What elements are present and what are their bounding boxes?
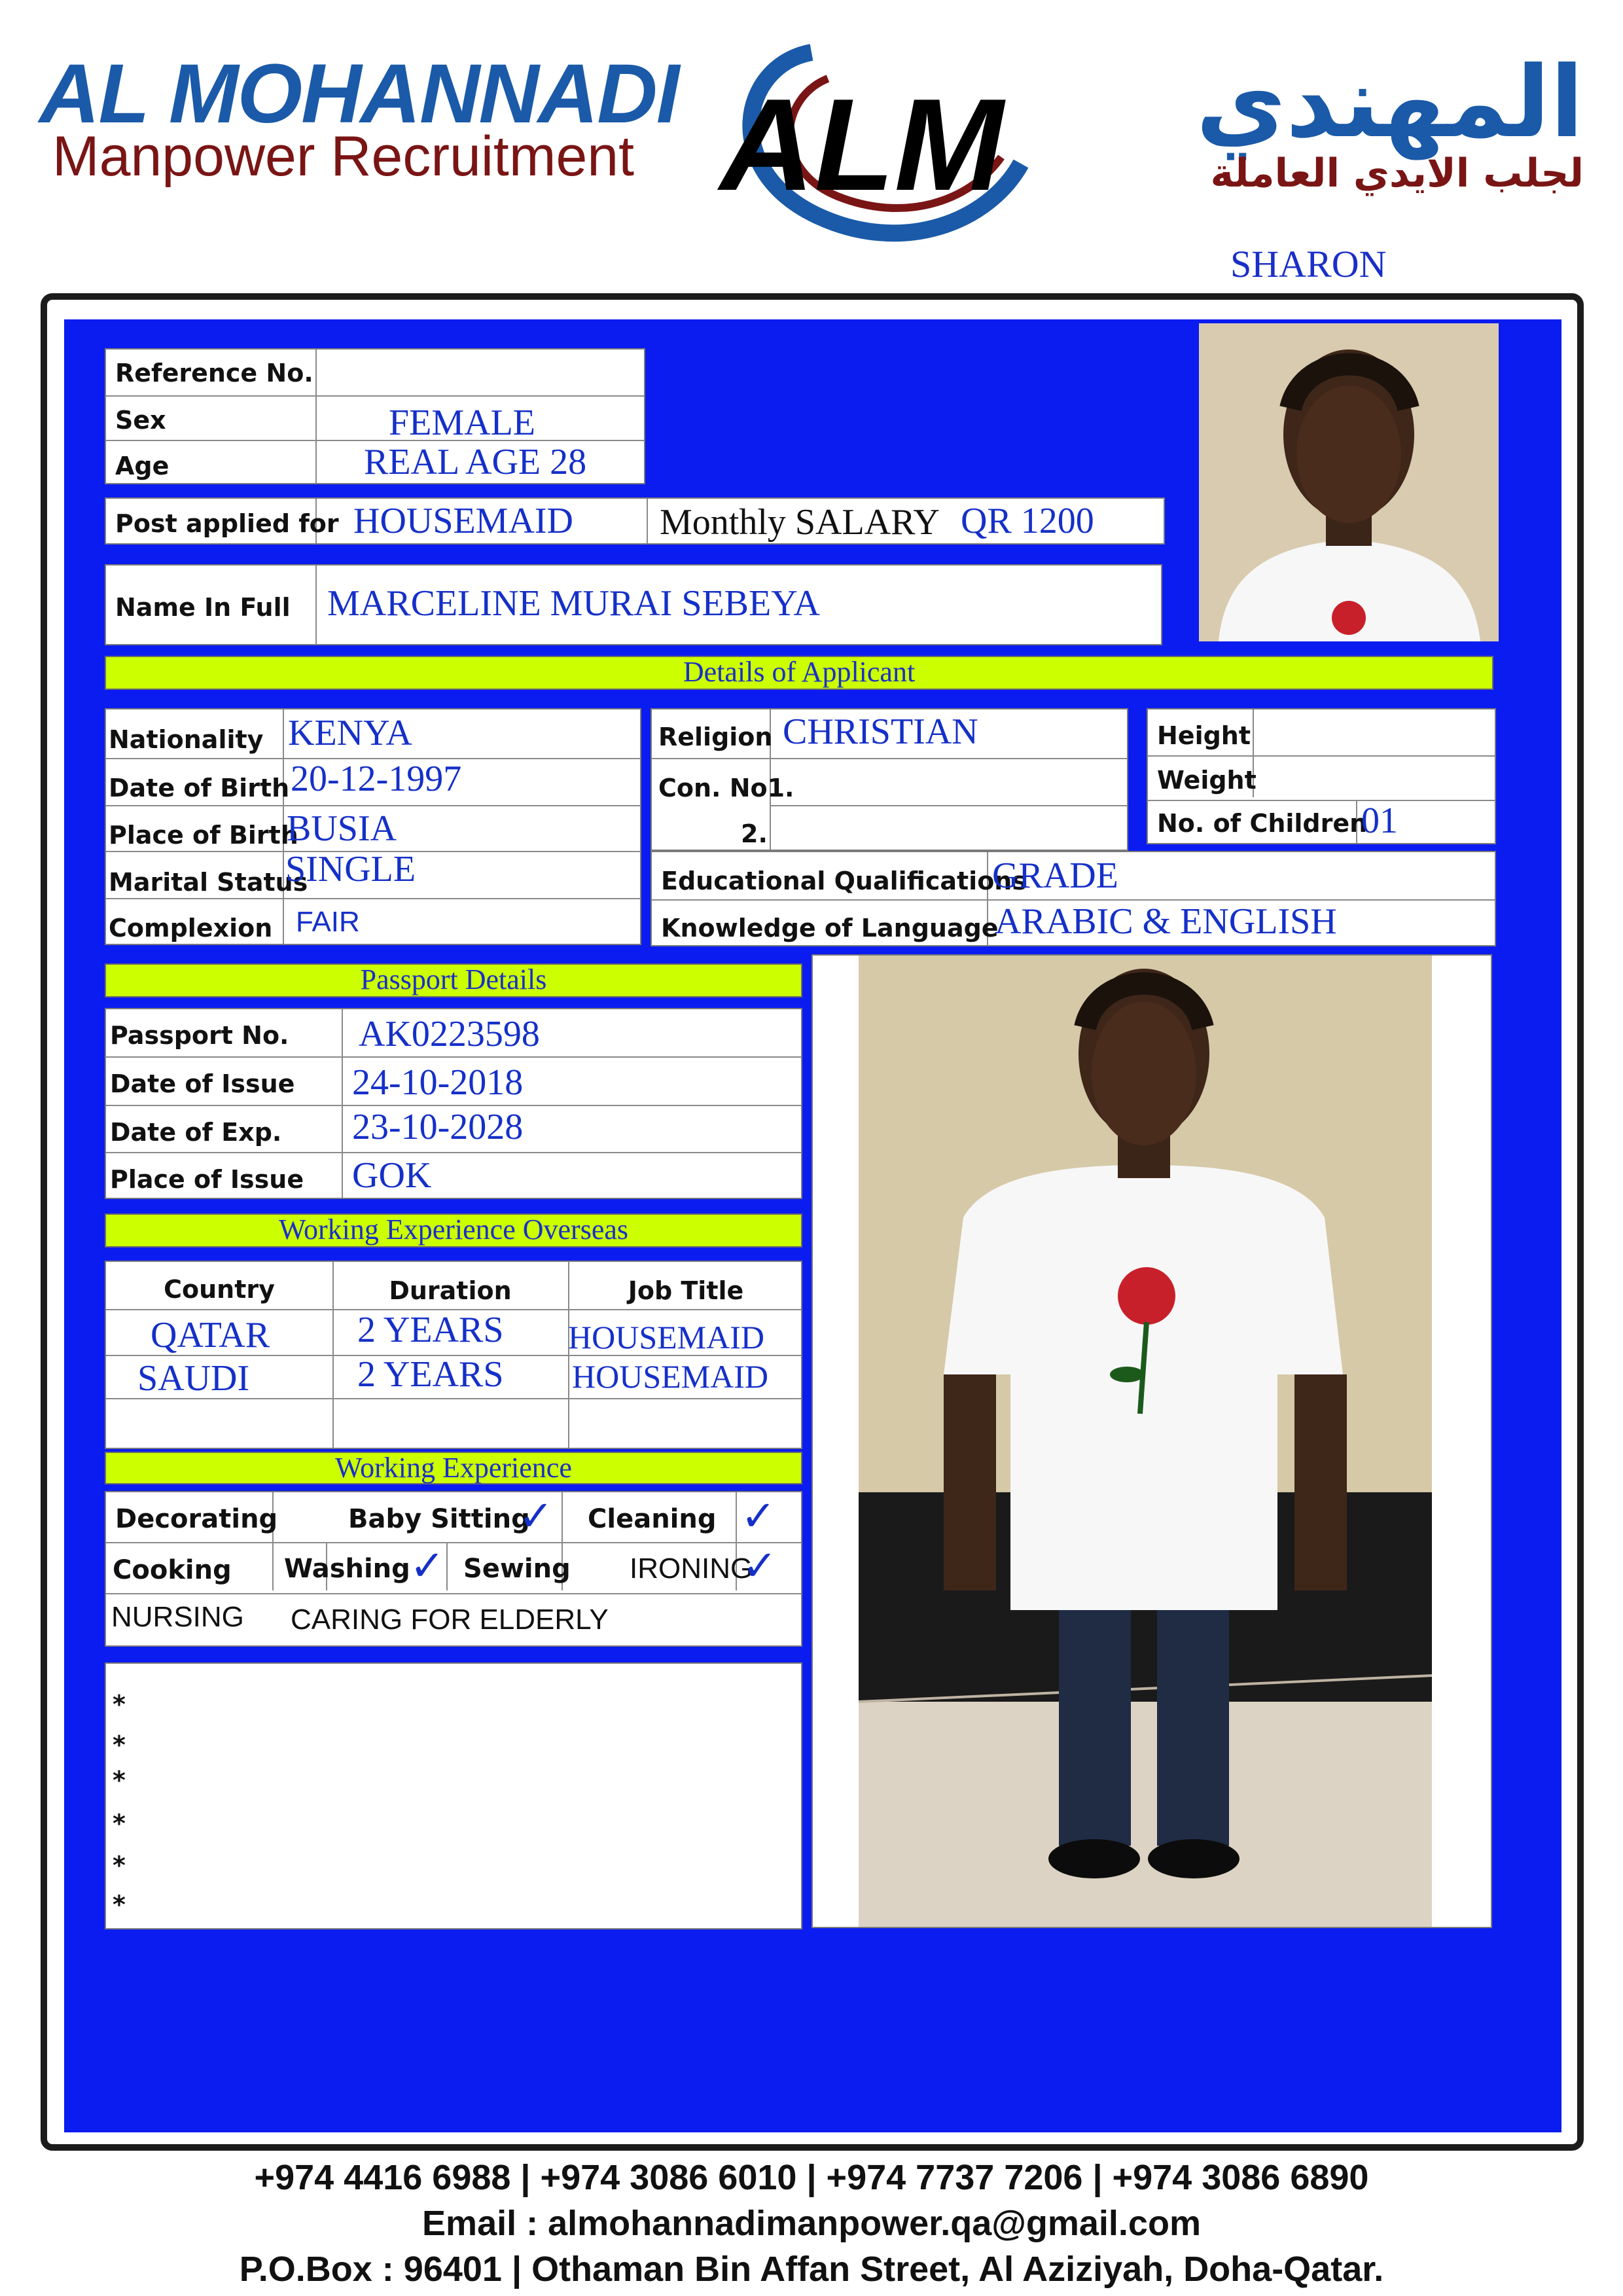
candidate-tag: SHARON xyxy=(1230,243,1387,285)
place-issue-value: GOK xyxy=(352,1155,432,1196)
footer-email: Email : almohannadimanpower.qa@gmail.com xyxy=(422,2204,1201,2243)
brand-subtitle-arabic: لجلب الايدي العاملة xyxy=(1210,151,1584,196)
name-label: Name In Full xyxy=(115,593,291,622)
post-salary-row xyxy=(105,497,1165,545)
sex-label: Sex xyxy=(115,406,166,435)
height-label: Height xyxy=(1157,721,1251,750)
con2-label: 2. xyxy=(741,819,768,848)
language-label: Knowledge of Language xyxy=(661,914,999,942)
sex-value: FEMALE xyxy=(389,403,535,443)
brand-subtitle-english: Manpower Recruitment xyxy=(52,125,635,188)
decorating-label: Decorating xyxy=(115,1504,278,1534)
ironing-check-icon: ✓ xyxy=(742,1542,777,1590)
overseas-table xyxy=(105,1261,802,1449)
footer-phones: +974 4416 6988 | +974 3086 6010 | +974 7737 7206 | +974 3086 6890 xyxy=(254,2158,1369,2197)
note-bullet-2: * xyxy=(113,1731,126,1759)
dob-label: Date of Birth xyxy=(109,774,290,802)
ironing-label: IRONING xyxy=(630,1552,753,1585)
sewing-label: Sewing xyxy=(463,1554,571,1584)
passport-title-bar: Passport Details xyxy=(105,963,802,997)
cleaning-label: Cleaning xyxy=(588,1504,717,1534)
education-language-table xyxy=(651,851,1496,946)
salary-label: Monthly SALARY xyxy=(660,502,940,543)
language-value: ARABIC & ENGLISH xyxy=(995,901,1337,942)
children-value: 01 xyxy=(1361,800,1398,841)
col-duration: Duration xyxy=(389,1276,512,1305)
nationality-label: Nationality xyxy=(109,725,264,754)
post-value: HOUSEMAID xyxy=(353,501,573,541)
row1-country: QATAR xyxy=(151,1315,270,1355)
note-bullet-1: * xyxy=(113,1690,126,1719)
nationality-value: KENYA xyxy=(288,713,412,753)
col-job-title: Job Title xyxy=(628,1276,744,1305)
religion-label: Religion xyxy=(658,723,773,751)
cooking-label: Cooking xyxy=(113,1555,232,1585)
physical-table xyxy=(1147,708,1496,844)
salary-value: QR 1200 xyxy=(961,501,1094,541)
row1-duration: 2 YEARS xyxy=(357,1310,504,1350)
notes-box xyxy=(105,1662,802,1929)
nursing-label: NURSING xyxy=(111,1601,244,1633)
personal-details-table xyxy=(105,708,641,945)
exp-date-value: 23-10-2028 xyxy=(352,1107,524,1147)
details-title-bar: Details of Applicant xyxy=(105,656,1493,690)
pob-label: Place of Birth xyxy=(109,821,298,850)
name-value: MARCELINE MURAI SEBEYA xyxy=(327,583,820,624)
marital-label: Marital Status xyxy=(109,868,308,897)
complexion-value: FAIR xyxy=(296,906,360,938)
full-body-photo xyxy=(859,956,1432,1927)
footer-address: P.O.Box : 96401 | Othaman Bin Affan Street, Al Aziziyah, Doha-Qatar. xyxy=(239,2250,1384,2289)
brand-name-arabic: المهندي xyxy=(1196,46,1584,160)
passport-no-label: Passport No. xyxy=(110,1021,289,1050)
basic-info-table xyxy=(105,348,645,484)
row2-country: SAUDI xyxy=(137,1358,250,1399)
con1-label: Con. No1. xyxy=(658,774,794,802)
religion-table xyxy=(651,708,1128,851)
elderly-label: CARING FOR ELDERLY xyxy=(291,1604,609,1636)
note-bullet-4: * xyxy=(113,1809,126,1838)
baby-sitting-label: Baby Sitting xyxy=(348,1504,530,1534)
passport-table xyxy=(105,1008,802,1199)
note-bullet-6: * xyxy=(113,1890,126,1919)
exp-date-label: Date of Exp. xyxy=(110,1118,282,1147)
row2-job-title: HOUSEMAID xyxy=(572,1358,768,1395)
religion-value: CHRISTIAN xyxy=(783,711,978,752)
education-value: GRADE xyxy=(992,855,1118,896)
reference-label: Reference No. xyxy=(115,359,313,387)
alm-logo xyxy=(713,26,1054,262)
children-label: No. of Children xyxy=(1157,809,1368,838)
age-label: Age xyxy=(115,452,169,480)
row1-job-title: HOUSEMAID xyxy=(568,1319,764,1355)
note-bullet-3: * xyxy=(113,1766,126,1795)
passport-no-value: AK0223598 xyxy=(359,1014,540,1054)
age-value: REAL AGE 28 xyxy=(364,442,587,482)
place-issue-label: Place of Issue xyxy=(110,1165,304,1194)
name-row xyxy=(105,564,1162,645)
col-country: Country xyxy=(164,1275,275,1304)
issue-date-value: 24-10-2018 xyxy=(352,1062,524,1103)
baby-sitting-check-icon: ✓ xyxy=(518,1492,554,1541)
brand-name-english: AL MOHANNADI xyxy=(39,47,679,141)
post-label: Post applied for xyxy=(115,509,339,538)
row2-duration: 2 YEARS xyxy=(357,1354,504,1395)
dob-value: 20-12-1997 xyxy=(291,759,462,799)
note-bullet-5: * xyxy=(113,1851,126,1880)
weight-label: Weight xyxy=(1157,766,1257,795)
washing-check-icon: ✓ xyxy=(410,1542,445,1590)
marital-value: SINGLE xyxy=(285,849,416,889)
cleaning-check-icon: ✓ xyxy=(741,1492,776,1541)
washing-label: Washing xyxy=(284,1554,410,1584)
issue-date-label: Date of Issue xyxy=(110,1069,295,1098)
logo-text: ALM xyxy=(720,72,1004,218)
experience-title-bar: Working Experience xyxy=(105,1452,802,1484)
complexion-label: Complexion xyxy=(109,914,273,942)
profile-photo xyxy=(1199,323,1499,641)
experience-table xyxy=(105,1491,802,1647)
pob-value: BUSIA xyxy=(287,808,397,849)
education-label: Educational Qualifications xyxy=(661,867,1027,895)
overseas-title-bar: Working Experience Overseas xyxy=(105,1213,802,1247)
